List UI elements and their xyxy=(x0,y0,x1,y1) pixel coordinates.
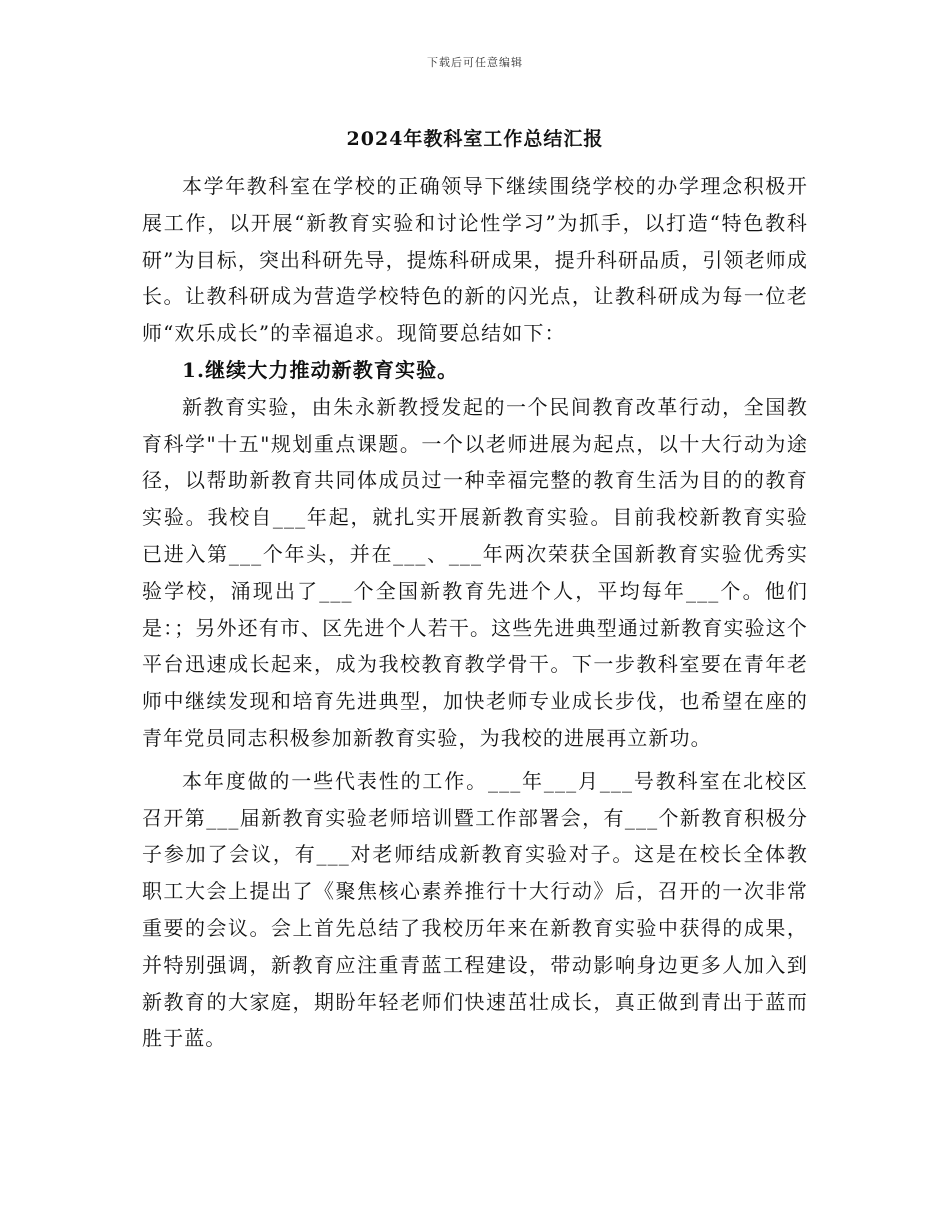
intro-paragraph: 本学年教科室在学校的正确领导下继续围绕学校的办学理念积极开展工作，以开展“新教育实验和讨论性学习”为抓手，以打造“特色教科研”为目标，突出科研先导，提炼科研成果，提升科研品质，引领老师成长。让教科研成为营造学校特色的新的闪光点，让教科研成为每一位老师“欢乐成长”的幸福追求。现简要总结如下： xyxy=(142,174,808,346)
document-body xyxy=(142,168,808,1057)
section-heading: 1.继续大力推动新教育实验。 xyxy=(182,357,459,382)
document-title: 2024年教科室工作总结汇报 xyxy=(346,128,604,150)
body-paragraph: 新教育实验，由朱永新教授发起的一个民间教育改革行动，全国教育科学"十五"规划重点课题。一个以老师进展为起点，以十大行动为途径，以帮助新教育共同体成员过一种幸福完整的教育生活为目的的教育实验。我校自___年起，就扎实开展新教育实验。目前我校新教育实验已进入第___个年头，并在___、___年两次荣获全国新教育实验优秀实验学校，涌现出了___个全国新教育先进个人，平均每年___个。他们是：；另外还有市、区先进个人若干。这些先进典型通过新教育实验这个平台迅速成长起来，成为我校教育教学骨干。下一步教科室要在青年老师中继续发现和培育先进典型，加快老师专业成长步伐，也希望在座的青年党员同志积极参加新教育实验，为我校的进展再立新功。 xyxy=(142,394,808,750)
header-note: 下载后可任意编辑 xyxy=(427,56,523,69)
body-paragraph: 本年度做的一些代表性的工作。___年___月___号教科室在北校区召开第___届新教育实验老师培训暨工作部署会，有___个新教育积极分子参加了会议，有___对老师结成新教育实验对子。这是在校长全体教职工大会上提出了《聚焦核心素养推行十大行动》后，召开的一次非常重要的会议。会上首先总结了我校历年来在新教育实验中获得的成果，并特别强调，新教育应注重青蓝工程建设，带动影响身边更多人加入到新教育的大家庭，期盼年轻老师们快速茁壮成长，真正做到青出于蓝而胜于蓝。 xyxy=(142,768,808,1051)
